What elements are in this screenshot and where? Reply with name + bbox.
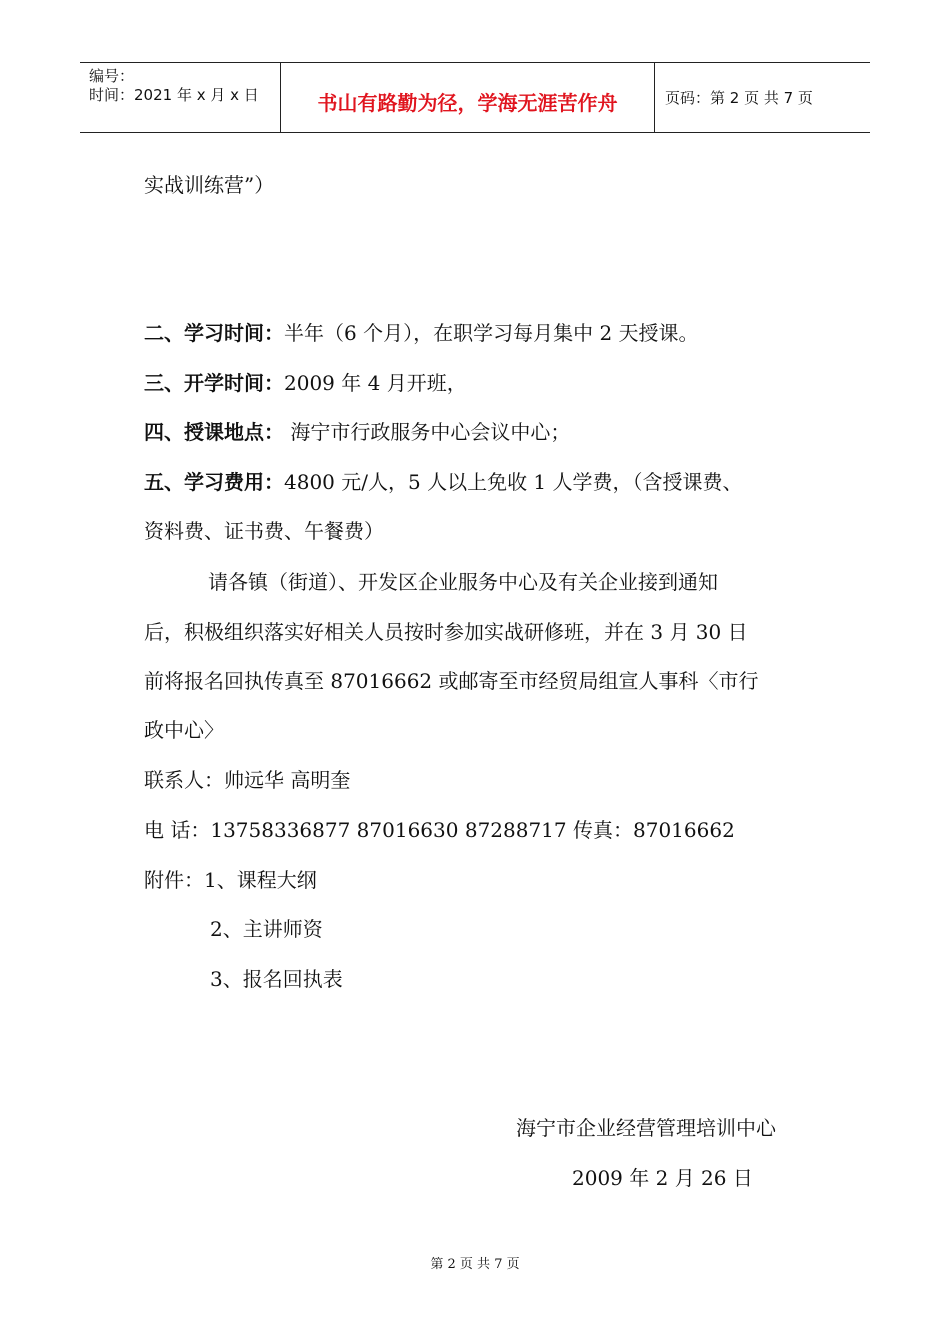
item-fee-label: 五、学习费用： [144,470,284,494]
header-page-cell [655,63,870,132]
contact-phone: 电 话：13758336877 87016630 87288717 传真：87016662 [144,818,735,842]
document-number-label: 编号： [89,67,135,85]
item-study-time-label: 二、学习时间： [144,321,284,345]
notice-paragraph-line-4: 政中心〉 [144,718,224,742]
signature-organization: 海宁市企业经营管理培训中心 [516,1116,776,1140]
document-time-label: 时间：2021 年 x 月 x 日 [89,86,259,104]
item-start-time-label: 三、开学时间： [144,371,284,395]
item-location-text: 海宁市行政服务中心会议中心； [284,420,571,444]
header-table [80,62,870,133]
attachment-2: 2、主讲师资 [210,917,323,941]
attachment-3: 3、报名回执表 [210,967,343,991]
notice-paragraph-line-3: 前将报名回执传真至 87016662 或邮寄至市经贸局组宣人事科〈市行 [144,669,759,693]
header-motto: 书山有路勤为径，学海无涯苦作舟 [317,91,618,115]
footer-page-number: 第 2 页 共 7 页 [430,1257,520,1272]
header-page-number: 页码：第 2 页 共 7 页 [665,89,813,107]
signature-date: 2009 年 2 月 26 日 [572,1166,753,1190]
item-start-time [144,370,467,396]
item-location-label: 四、授课地点： [144,420,284,444]
item-fee-text: 4800 元/人，5 人以上免收 1 人学费，（含授课费、 [284,470,743,494]
item-fee [144,469,743,495]
item-fee-cont: 资料费、证书费、午餐费） [144,519,384,543]
contact-persons: 联系人：帅远华 高明奎 [144,768,351,792]
item-start-time-text: 2009 年 4 月开班， [284,371,467,395]
notice-paragraph-line-1: 请各镇（街道）、开发区企业服务中心及有关企业接到通知 [208,570,718,594]
item-study-time [144,320,699,346]
header-meta-cell [80,63,280,132]
header-motto-cell [280,63,655,132]
continued-line: 实战训练营”） [144,173,275,197]
notice-paragraph-line-2: 后，积极组织落实好相关人员按时参加实战研修班，并在 3 月 30 日 [144,620,748,644]
attachment-1: 附件：1、课程大纲 [144,868,317,892]
item-location [144,419,570,445]
item-study-time-text: 半年（6 个月），在职学习每月集中 2 天授课。 [284,321,699,345]
